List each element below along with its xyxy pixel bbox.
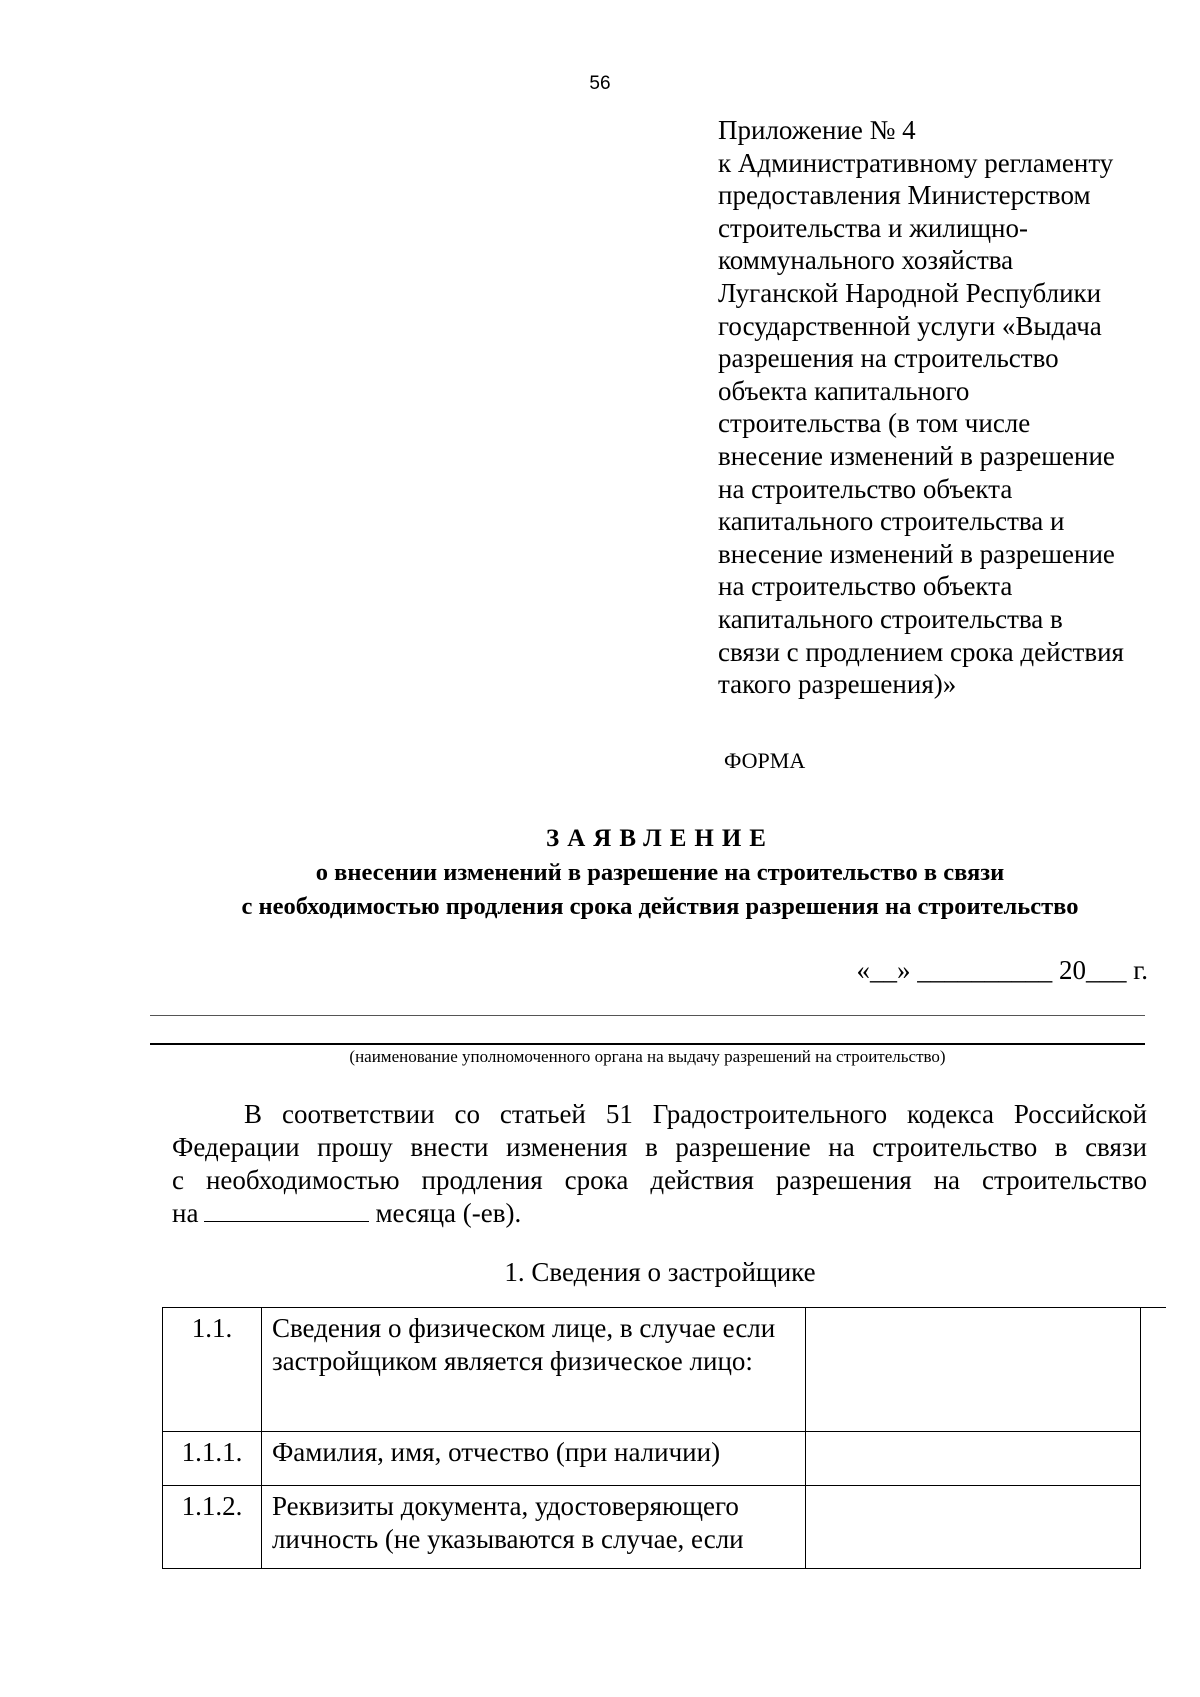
annex-line: Луганской Народной Республики	[718, 277, 1102, 308]
paragraph-line: с необходимостью продления срока действия разрешения на строительство	[172, 1165, 1147, 1195]
annex-line: разрешения на строительство	[718, 343, 1059, 374]
row-number: 1.1.2.	[163, 1486, 262, 1569]
developer-info-table	[162, 1307, 1141, 1569]
paragraph-suffix: месяца (-ев).	[375, 1198, 522, 1228]
annex-line: к Административному регламенту	[718, 147, 1114, 178]
annex-line: коммунального хозяйства	[718, 245, 1014, 276]
table-row	[163, 1308, 1141, 1432]
annex-line: строительства (в том числе	[718, 408, 1031, 439]
annex-line: капитального строительства в	[718, 603, 1063, 634]
table-row	[163, 1486, 1141, 1569]
row-value-cell[interactable]	[805, 1432, 1140, 1486]
paragraph-prefix: на	[172, 1198, 199, 1228]
paragraph-line-last	[172, 1197, 1147, 1230]
annex-line: предоставления Министерством	[718, 180, 1091, 211]
annex-line: объекта капитального	[718, 375, 970, 406]
authority-fill-line-2	[150, 1043, 1145, 1045]
row-value-cell[interactable]	[805, 1486, 1140, 1569]
annex-line: связи с продлением срока действия	[718, 636, 1124, 667]
section-title: 1. Сведения о застройщике	[504, 1257, 816, 1287]
document-subtitle-line-2: с необходимостью продления срока действия разрешения на строительство	[241, 893, 1079, 920]
document-subtitle-line-1: о внесении изменений в разрешение на строительство в связи	[315, 859, 1005, 886]
row-description: Сведения о физическом лице, в случае если застройщиком является физическое лицо:	[261, 1308, 805, 1432]
annex-line: Приложение № 4	[718, 115, 916, 145]
request-paragraph	[172, 1098, 1147, 1230]
months-blank	[204, 1199, 369, 1222]
annex-line: на строительство объекта	[718, 571, 1013, 602]
annex-line: внесение изменений в разрешение	[718, 440, 1115, 471]
row-description: Фамилия, имя, отчество (при наличии)	[261, 1432, 805, 1486]
row-number: 1.1.1.	[163, 1432, 262, 1486]
annex-header	[718, 114, 1178, 701]
document-title: ЗАЯВЛЕНИЕ	[546, 825, 774, 852]
authority-caption: (наименование уполномоченного органа на выдачу разрешений на строительство)	[349, 1047, 946, 1066]
annex-line: такого разрешения)»	[718, 669, 957, 700]
table-row	[163, 1432, 1141, 1486]
annex-line: строительства и жилищно-	[718, 212, 1028, 243]
paragraph-line: Федерации прошу внести изменения в разрешение на строительство в связи	[172, 1132, 1147, 1162]
authority-fill-line-1	[150, 1015, 1145, 1016]
annex-line: государственной услуги «Выдача	[718, 310, 1102, 341]
table-edge-line	[1140, 1307, 1166, 1308]
row-description: Реквизиты документа, удостоверяющего личность (не указываются в случае, если	[261, 1486, 805, 1569]
page-number: 56	[589, 73, 611, 94]
paragraph-line: В соответствии со статьей 51 Градостроительного кодекса Российской	[244, 1099, 1147, 1129]
date-field: «__» __________ 20___ г.	[856, 955, 1148, 985]
row-value-cell[interactable]	[805, 1308, 1140, 1432]
annex-line: на строительство объекта	[718, 473, 1013, 504]
annex-line: капитального строительства и	[718, 506, 1065, 537]
annex-line: внесение изменений в разрешение	[718, 538, 1115, 569]
form-label: ФОРМА	[724, 748, 806, 773]
row-number: 1.1.	[163, 1308, 262, 1432]
